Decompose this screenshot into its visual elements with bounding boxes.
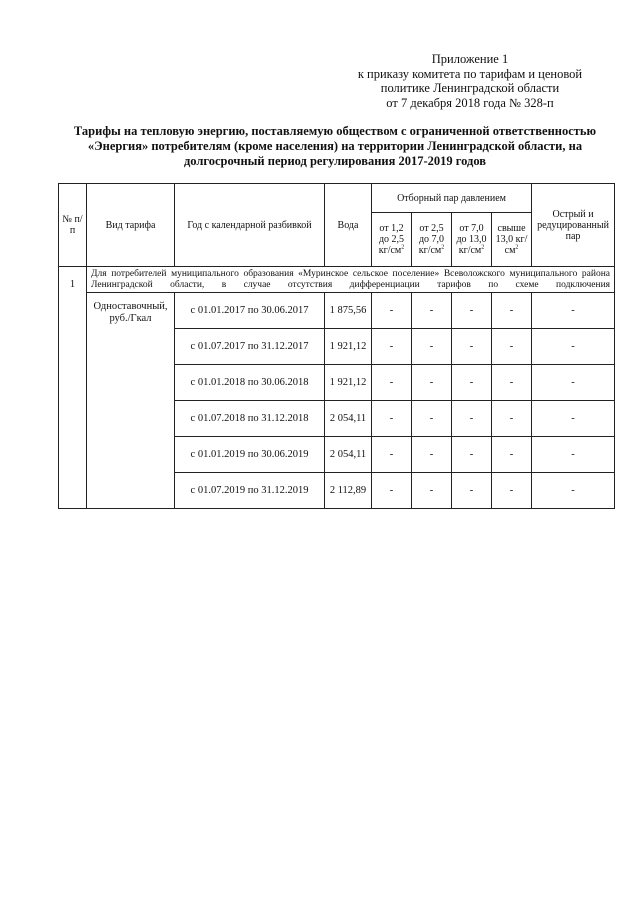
empty-value-cell: - — [412, 365, 452, 401]
header-row-1 — [59, 184, 615, 213]
empty-value-cell: - — [372, 401, 412, 437]
empty-value-cell: - — [452, 329, 492, 365]
header-water: Вода — [325, 184, 372, 267]
empty-value-cell: - — [532, 293, 615, 329]
title-line-2: «Энергия» потребителям (кроме населения) на территории Ленинградской области, на — [87, 139, 583, 153]
header-year: Год с календарной разбивкой — [175, 184, 325, 267]
empty-value-cell: - — [532, 401, 615, 437]
empty-value-cell: - — [452, 437, 492, 473]
period-cell: с 01.07.2019 по 31.12.2019 — [175, 473, 325, 509]
section-number: 1 — [59, 267, 87, 509]
empty-value-cell: - — [372, 293, 412, 329]
title-line-1: Тарифы на тепловую энергию, поставляемую обществом с ограниченной ответственностью — [73, 124, 597, 138]
document-title — [50, 124, 620, 169]
appendix-header — [330, 52, 610, 110]
period-cell: с 01.01.2019 по 30.06.2019 — [175, 437, 325, 473]
empty-value-cell: - — [412, 437, 452, 473]
empty-value-cell: - — [532, 329, 615, 365]
appendix-line-3: политике Ленинградской области — [380, 81, 560, 95]
empty-value-cell: - — [452, 293, 492, 329]
empty-value-cell: - — [492, 473, 532, 509]
superscript: 2 — [441, 244, 445, 251]
header-sharp-steam: Острый и редуцированный пар — [532, 184, 615, 267]
empty-value-cell: - — [372, 437, 412, 473]
header-steam-1: от 1,2 до 2,5 $кг/см^2$ — [372, 213, 412, 267]
empty-value-cell: - — [532, 437, 615, 473]
empty-value-cell: - — [532, 365, 615, 401]
appendix-line-2: к приказу комитета по тарифам и ценовой — [357, 66, 583, 81]
period-cell: с 01.07.2018 по 31.12.2018 — [175, 401, 325, 437]
empty-value-cell: - — [452, 473, 492, 509]
empty-value-cell: - — [492, 401, 532, 437]
tariff-table — [58, 183, 615, 509]
empty-value-cell: - — [452, 365, 492, 401]
empty-value-cell: - — [372, 329, 412, 365]
water-value-cell: 2 054,11 — [325, 437, 372, 473]
empty-value-cell: - — [412, 473, 452, 509]
water-value-cell: 1 921,12 — [325, 365, 372, 401]
empty-value-cell: - — [492, 365, 532, 401]
period-cell: с 01.01.2018 по 30.06.2018 — [175, 365, 325, 401]
empty-value-cell: - — [412, 329, 452, 365]
water-value-cell: 2 112,89 — [325, 473, 372, 509]
header-steam-2: от 2,5 до 7,0 $кг/см^2$ — [412, 213, 452, 267]
section-row — [59, 267, 615, 293]
superscript: 2 — [401, 244, 405, 251]
empty-value-cell: - — [412, 293, 452, 329]
appendix-line-4: от 7 декабря 2018 года № 328-п — [386, 95, 554, 110]
section-description: Для потребителей муниципального образования «Муринское сельское поселение» Всеволожского муниципального района Ленинградской области, в случае отсутствия дифференциации тарифов по схеме подключения — [87, 267, 615, 293]
empty-value-cell: - — [492, 293, 532, 329]
empty-value-cell: - — [492, 329, 532, 365]
empty-value-cell: - — [372, 365, 412, 401]
header-tariff-type: Вид тарифа — [87, 184, 175, 267]
period-cell: с 01.07.2017 по 31.12.2017 — [175, 329, 325, 365]
header-steam-group: Отборный пар давлением — [372, 184, 532, 213]
empty-value-cell: - — [492, 437, 532, 473]
superscript: 2 — [515, 244, 519, 251]
tariff-type-cell: Одноставочный, руб./Гкал — [87, 293, 175, 509]
water-value-cell: 1 921,12 — [325, 329, 372, 365]
appendix-line-1: Приложение 1 — [431, 52, 509, 66]
empty-value-cell: - — [532, 473, 615, 509]
header-steam-4: свыше 13,0 $кг/см^2$ — [492, 213, 532, 267]
empty-value-cell: - — [412, 401, 452, 437]
superscript: 2 — [481, 244, 485, 251]
empty-value-cell: - — [372, 473, 412, 509]
empty-value-cell: - — [452, 401, 492, 437]
period-cell: с 01.01.2017 по 30.06.2017 — [175, 293, 325, 329]
water-value-cell: 2 054,11 — [325, 401, 372, 437]
header-steam-3: от 7,0 до 13,0 $кг/см^2$ — [452, 213, 492, 267]
table-row — [59, 293, 615, 329]
water-value-cell: 1 875,56 — [325, 293, 372, 329]
title-line-3: долгосрочный период регулирования 2017-2019 годов — [183, 154, 487, 168]
header-num: № п/п — [59, 184, 87, 267]
